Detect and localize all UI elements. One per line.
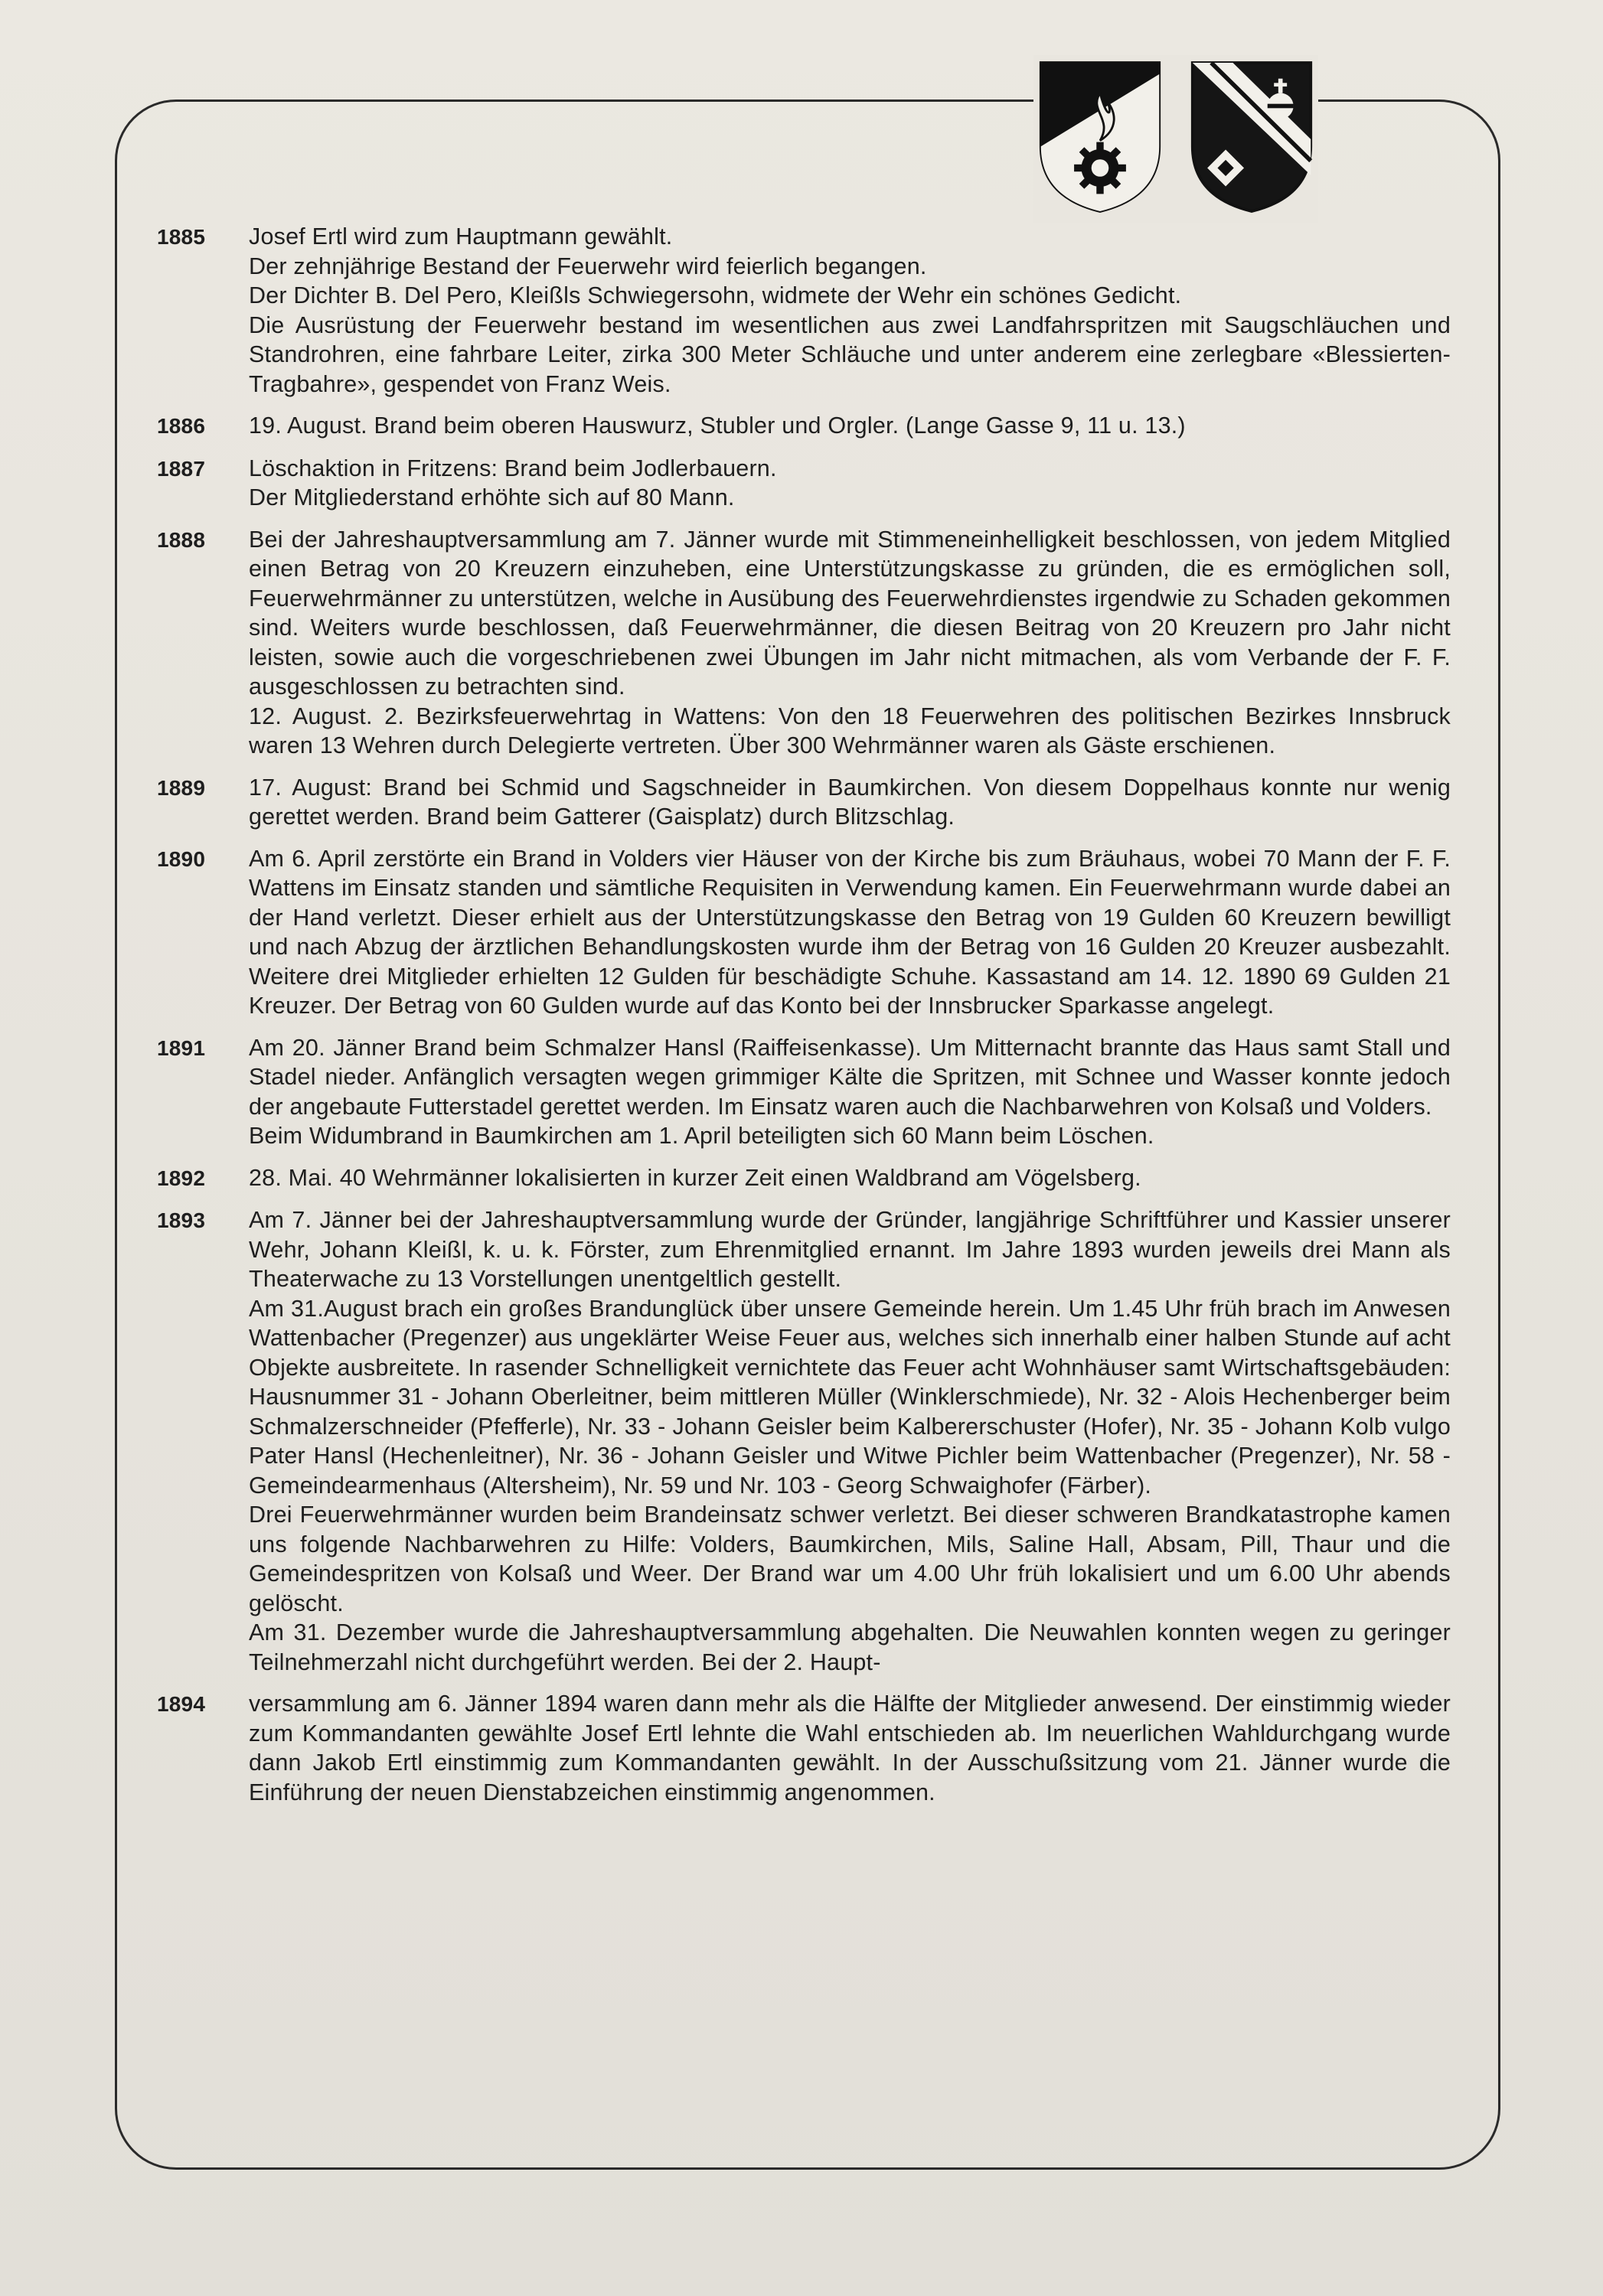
- paragraph: Beim Widumbrand in Baumkirchen am 1. April beteiligten sich 60 Mann beim Löschen.: [249, 1123, 1154, 1149]
- paragraph: Am 7. Jänner bei der Jahreshauptversammlung wurde der Gründer, langjährige Schriftführer und Kassier unserer Wehr, Johann Kleißl, k. u. k. Förster, zum Ehrenmitglied ernannt. Im Jahre 1893 wurden jeweils drei Mann als Theaterwache zu 13 Vorstellungen unentgeltlich gestellt.: [249, 1207, 1451, 1292]
- entry-1894: [157, 1689, 1451, 1807]
- entry-1889: [157, 773, 1451, 832]
- paragraph: Am 6. April zerstörte ein Brand in Volders vier Häuser von der Kirche bis zum Bräuhaus, wobei 70 Mann der F. F. Wattens im Einsatz standen und sämtliche Requisiten in Verwendung kamen. Ein Feuerwehrmann wurde dabei an der Hand verletzt. Dieser erhielt aus der Unterstützungskasse den Betrag von 19 Gulden 60 Kreuzern bewilligt und nach Abzug der ärztlichen Behandlungskosten wurde ihm der Betrag von 16 Gulden 20 Kreuzer ausbezahlt. Weitere drei Mitglieder erhielten 12 Gulden für beschädigte Schuhe. Kassastand am 14. 12. 1890 69 Gulden 21 Kreuzer. Der Betrag von 60 Gulden wurde auf das Konto bei der Innsbrucker Sparkasse angelegt.: [249, 845, 1451, 1019]
- paragraph: Die Ausrüstung der Feuerwehr bestand im wesentlichen aus zwei Landfahrspritzen mit Saugschläuchen und Standrohren, eine fahrbare Leiter, zirka 300 Meter Schläuche und unter anderem eine zerlegbare «Blessierten-Tragbahre», gespendet von Franz Weis.: [249, 311, 1451, 397]
- paragraph: 12. August. 2. Bezirksfeuerwehrtag in Wattens: Von den 18 Feuerwehren des politischen Bezirkes Innsbruck waren 13 Wehren durch Delegierte vertreten. Über 300 Wehrmänner waren als Gäste erschienen.: [249, 703, 1451, 758]
- paragraph: Der zehnjährige Bestand der Feuerwehr wird feierlich begangen.: [249, 253, 927, 279]
- year-label: 1888: [157, 527, 206, 552]
- paragraph: Am 31.August brach ein großes Brandunglück über unsere Gemeinde herein. Um 1.45 Uhr früh brach im Anwesen Wattenbacher (Pregenzer) aus ungeklärter Weise Feuer aus, welches sich innerhalb einer halben Stunde auf acht Objekte ausbreitete. In rasender Schnelligkeit vernichtete das Feuer acht Wohnhäuser samt Wirtschaftsgebäuden: Hausnummer 31 - Johann Oberleitner, beim mittleren Müller (Winklerschmiede), Nr. 32 - Alois Hechenberger beim Schmalzerschneider (Pfefferle), Nr. 33 - Johann Geisler beim Kalbererschuster (Hofer), Nr. 35 - Johann Kolb vulgo Pater Hansl (Hechenleitner), Nr. 36 - Johann Geisler und Witwe Pichler beim Wattenbacher (Pregenzer), Nr. 58 - Gemeindearmenhaus (Altersheim), Nr. 59 und Nr. 103 - Georg Schwaighofer (Färber).: [249, 1295, 1451, 1499]
- coats-of-arms: [1033, 55, 1318, 223]
- paragraph: Der Dichter B. Del Pero, Kleißls Schwiegersohn, widmete der Wehr ein schönes Gedicht.: [249, 282, 1182, 308]
- year-label: 1892: [157, 1166, 206, 1190]
- municipal-coat-of-arms-icon: [1190, 55, 1314, 219]
- year-label: 1887: [157, 456, 206, 481]
- entry-1890: [157, 844, 1451, 1021]
- fire-brigade-crest-icon: [1038, 55, 1162, 219]
- year-label: 1886: [157, 414, 206, 438]
- paragraph: Bei der Jahreshauptversammlung am 7. Jänner wurde mit Stimmeneinhelligkeit beschlossen, von jedem Mitglied einen Betrag von 20 Kreuzern einzuheben, eine Unterstützungskasse zu gründen, die es ermöglichen soll, Feuerwehrmänner zu unterstützen, welche in Ausübung des Feuerwehrdienstes irgendwie zu Schaden gekommen sind. Weiters wurde beschlossen, daß Feuerwehrmänner, die diesen Beitrag von 20 Kreuzern pro Jahr nicht leisten, sowie auch die vorgeschriebenen zwei Übungen im Jahr nicht mitmachen, als vom Verbande der F. F. ausgeschlossen zu betrachten sind.: [249, 526, 1451, 700]
- entry-1885: [157, 222, 1451, 399]
- year-label: 1894: [157, 1692, 206, 1716]
- chronicle-text: [157, 222, 1451, 1819]
- paragraph: 28. Mai. 40 Wehrmänner lokalisierten in kurzer Zeit einen Waldbrand am Vögelsberg.: [249, 1164, 1141, 1191]
- paragraph: Am 20. Jänner Brand beim Schmalzer Hansl (Raiffeisenkasse). Um Mitternacht brannte das Haus samt Stall und Stadel nieder. Anfänglich versagten wegen grimmiger Kälte die Spritzen, mit Schnee und Wasser konnte jedoch der angebaute Futterstadel gerettet werden. Im Einsatz waren auch die Nachbarwehren von Kolsaß und Volders.: [249, 1034, 1451, 1120]
- paragraph: Josef Ertl wird zum Hauptmann gewählt.: [249, 223, 673, 249]
- paragraph: Der Mitgliederstand erhöhte sich auf 80 Mann.: [249, 484, 735, 510]
- paragraph: Drei Feuerwehrmänner wurden beim Brandeinsatz schwer verletzt. Bei dieser schweren Brandkatastrophe kamen uns folgende Nachbarwehren zu Hilfe: Volders, Baumkirchen, Mils, Saline Hall, Absam, Pill, Thaur und die Gemeindespritzen von Kolsaß und Weer. Der Brand war um 4.00 Uhr früh lokalisiert und um 6.00 Uhr abends gelöscht.: [249, 1502, 1451, 1616]
- paragraph: 17. August: Brand bei Schmid und Sagschneider in Baumkirchen. Von diesem Doppelhaus konnte nur wenig gerettet werden. Brand beim Gatterer (Gaisplatz) durch Blitzschlag.: [249, 774, 1451, 830]
- entry-1886: [157, 411, 1451, 442]
- entry-1893: [157, 1205, 1451, 1677]
- year-label: 1889: [157, 775, 206, 800]
- year-label: 1885: [157, 225, 206, 249]
- entry-1888: [157, 525, 1451, 761]
- paragraph: Am 31. Dezember wurde die Jahreshauptversammlung abgehalten. Die Neuwahlen konnten wegen zu geringer Teilnehmerzahl nicht durchgeführt werden. Bei der 2. Haupt-: [249, 1619, 1451, 1675]
- year-label: 1891: [157, 1035, 206, 1060]
- entry-1887: [157, 454, 1451, 513]
- paragraph: versammlung am 6. Jänner 1894 waren dann mehr als die Hälfte der Mitglieder anwesend. Der einstimmig wieder zum Kommandanten gewählte Josef Ertl lehnte die Wahl entschieden ab. Im neuerlichen Wahldurchgang wurde dann Jakob Ertl einstimmig zum Kommandanten gewählt. In der Ausschußsitzung vom 21. Jänner wurde die Einführung der neuen Dienstabzeichen einstimmig angenommen.: [249, 1691, 1451, 1805]
- entry-1892: [157, 1163, 1451, 1194]
- entry-1891: [157, 1033, 1451, 1151]
- paragraph: Löschaktion in Fritzens: Brand beim Jodlerbauern.: [249, 455, 777, 481]
- year-label: 1893: [157, 1208, 206, 1232]
- paragraph: 19. August. Brand beim oberen Hauswurz, Stubler und Orgler. (Lange Gasse 9, 11 u. 13.): [249, 413, 1186, 439]
- year-label: 1890: [157, 846, 206, 871]
